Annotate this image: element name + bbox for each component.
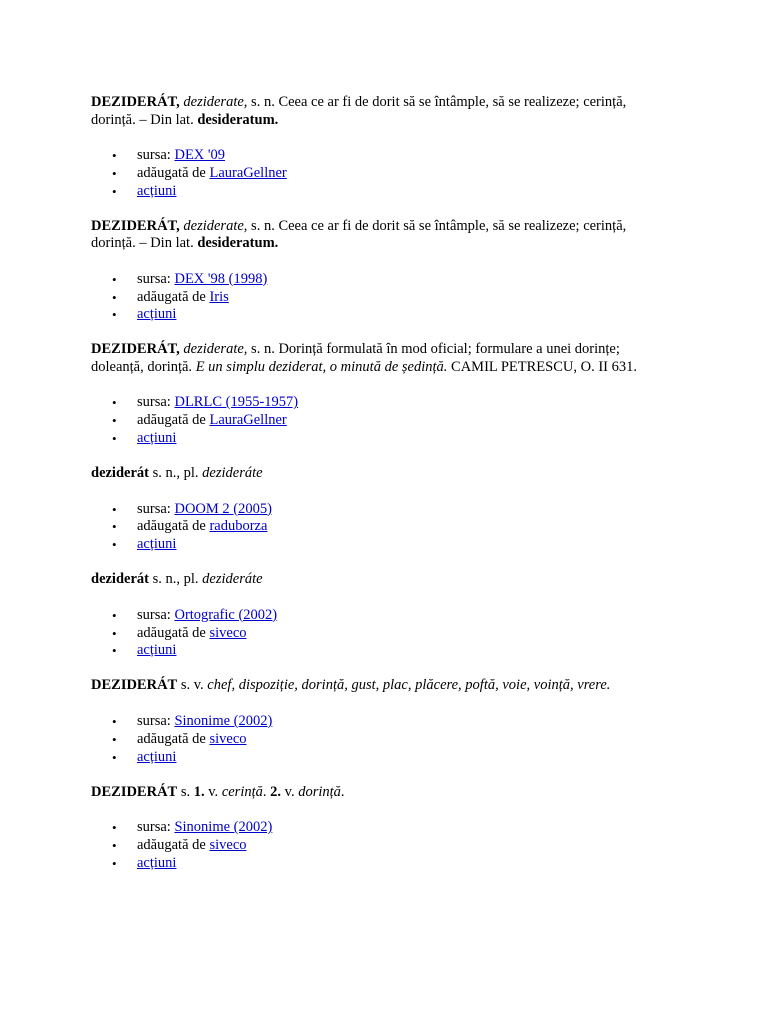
user-link[interactable]: siveco — [209, 730, 247, 747]
text-run: . — [340, 783, 345, 800]
bullet-icon: • — [112, 537, 117, 553]
bullet-icon: • — [112, 713, 117, 729]
text-run: s. n. Ceea ce ar fi de dorit să se întâmple, să se realizeze; cerință, dorință. – Din lat. — [91, 94, 627, 128]
bullet-icon: • — [112, 607, 117, 623]
text-run: s. n. Dorință formulată în mod oficial; formulare a unei dorințe; doleanță, dorință. — [91, 341, 620, 375]
added-by-label: adăugată de — [137, 164, 210, 181]
actions-link[interactable]: acțiuni — [137, 182, 177, 199]
source-link[interactable]: DOOM 2 (2005) — [174, 500, 272, 517]
actions-item — [112, 854, 671, 873]
actions-link[interactable]: acțiuni — [137, 430, 177, 447]
definition-meta — [91, 607, 671, 661]
added-by-label: adăugată de — [137, 730, 210, 747]
definition-text — [91, 571, 671, 589]
added-by-label: adăugată de — [137, 518, 210, 535]
added-by-item — [112, 164, 671, 183]
bullet-icon: • — [112, 731, 117, 747]
headword: DEZIDERÁT, — [91, 341, 180, 358]
added-by-item — [112, 730, 671, 749]
inflection: deziderate, — [183, 341, 248, 358]
source-link[interactable]: DEX '09 — [174, 147, 226, 163]
definition-entry — [91, 341, 671, 448]
etymon: desideratum. — [197, 235, 279, 252]
headword: DEZIDERÁT, — [91, 94, 180, 110]
user-link[interactable]: LauraGellner — [209, 164, 287, 181]
text-run: s. n. Ceea ce ar fi de dorit să se întâmple, să se realizeze; cerință, dorință. – Din lat. — [91, 217, 627, 252]
definition-entry — [91, 94, 671, 201]
actions-link[interactable]: acțiuni — [137, 642, 177, 659]
bullet-icon: • — [112, 625, 117, 641]
synonyms: chef, dispoziție, dorință, gust, plac, plăcere, poftă, voie, voință, vrere. — [207, 677, 611, 694]
text-run: s. — [177, 783, 194, 800]
definition-text — [91, 218, 671, 253]
text-run: v. — [204, 783, 222, 800]
bullet-icon: • — [112, 519, 117, 535]
etymon: desideratum. — [197, 111, 279, 128]
source-item — [112, 147, 671, 165]
definition-meta — [91, 271, 671, 325]
actions-item — [112, 182, 671, 201]
added-by-item — [112, 412, 671, 430]
definition-meta — [91, 147, 671, 201]
source-label: sursa: — [137, 270, 175, 287]
text-run: . — [262, 783, 271, 800]
bullet-icon: • — [112, 183, 117, 199]
bullet-icon: • — [112, 643, 117, 659]
actions-item — [112, 642, 671, 660]
bullet-icon: • — [112, 501, 117, 517]
bullet-icon: • — [112, 148, 117, 163]
actions-link[interactable]: acțiuni — [137, 536, 177, 553]
source-label: sursa: — [137, 712, 175, 729]
actions-link[interactable]: acțiuni — [137, 306, 177, 323]
source-item — [112, 606, 671, 625]
user-link[interactable]: siveco — [209, 836, 247, 853]
bullet-icon: • — [112, 820, 117, 836]
definition-entry — [91, 571, 671, 660]
user-link[interactable]: Iris — [209, 288, 229, 305]
source-link[interactable]: DLRLC (1955-1957) — [174, 394, 299, 411]
source-link[interactable]: Sinonime (2002) — [174, 712, 273, 729]
definition-meta — [91, 819, 671, 873]
definition-text — [91, 94, 671, 129]
source-label: sursa: — [137, 394, 175, 411]
added-by-item — [112, 288, 671, 307]
plural-form: dezideráte — [202, 465, 263, 482]
bullet-icon: • — [112, 413, 117, 429]
added-by-item — [112, 624, 671, 643]
source-label: sursa: — [137, 819, 175, 836]
headword: deziderát — [91, 465, 149, 482]
definition-entry — [91, 784, 671, 873]
source-label: sursa: — [137, 147, 175, 163]
plural-form: dezideráte — [202, 571, 263, 588]
actions-item — [112, 306, 671, 324]
text-run: v. — [281, 783, 299, 800]
bullet-icon: • — [112, 271, 117, 287]
bullet-icon: • — [112, 395, 117, 411]
bullet-icon: • — [112, 749, 117, 765]
definition-meta — [91, 394, 671, 448]
added-by-label: adăugată de — [137, 624, 210, 641]
definition-entry — [91, 218, 671, 325]
source-link[interactable]: Sinonime (2002) — [174, 819, 273, 836]
source-item — [112, 712, 671, 731]
headword: deziderát — [91, 571, 149, 588]
added-by-label: adăugată de — [137, 836, 210, 853]
source-link[interactable]: Ortografic (2002) — [174, 606, 278, 623]
inflection: deziderate, — [183, 217, 248, 234]
sense-number: 1. — [193, 783, 205, 800]
source-item — [112, 819, 671, 837]
bullet-icon: • — [112, 837, 117, 853]
user-link[interactable]: LauraGellner — [209, 412, 287, 429]
source-label: sursa: — [137, 606, 175, 623]
citation: CAMIL PETRESCU, O. II 631. — [447, 358, 637, 375]
synonym: cerință — [221, 783, 263, 800]
source-item — [112, 500, 671, 519]
source-label: sursa: — [137, 500, 175, 517]
actions-link[interactable]: acțiuni — [137, 854, 177, 871]
text-run: s. n., pl. — [148, 465, 203, 482]
definition-text — [91, 341, 671, 376]
inflection: deziderate, — [183, 94, 248, 110]
user-link[interactable]: raduborza — [209, 518, 268, 535]
example-quote: E un simplu deziderat, o minută de ședință. — [195, 358, 448, 375]
source-link[interactable]: DEX '98 (1998) — [174, 270, 268, 287]
bullet-icon: • — [112, 289, 117, 305]
definition-text — [91, 465, 671, 483]
definition-meta — [91, 501, 671, 555]
headword: DEZIDERÁT — [91, 677, 178, 694]
actions-item — [112, 430, 671, 448]
added-by-item — [112, 836, 671, 855]
headword: DEZIDERÁT — [91, 783, 178, 800]
definition-entry — [91, 677, 671, 766]
added-by-label: adăugată de — [137, 412, 210, 429]
actions-item — [112, 536, 671, 554]
added-by-item — [112, 518, 671, 536]
sense-number: 2. — [270, 783, 282, 800]
bullet-icon: • — [112, 855, 117, 871]
definition-entry — [91, 465, 671, 554]
bullet-icon: • — [112, 307, 117, 323]
text-run: s. n., pl. — [148, 571, 203, 588]
bullet-icon: • — [112, 431, 117, 447]
actions-link[interactable]: acțiuni — [137, 748, 177, 765]
definition-text — [91, 784, 671, 802]
source-item — [112, 394, 671, 412]
source-item — [112, 270, 671, 289]
bullet-icon: • — [112, 165, 117, 181]
actions-item — [112, 748, 671, 767]
text-run: s. v. — [177, 677, 208, 694]
user-link[interactable]: siveco — [209, 624, 247, 641]
definition-text — [91, 677, 671, 695]
added-by-label: adăugată de — [137, 288, 210, 305]
definition-meta — [91, 713, 671, 767]
synonym: dorință — [298, 783, 341, 800]
headword: DEZIDERÁT, — [91, 217, 180, 234]
